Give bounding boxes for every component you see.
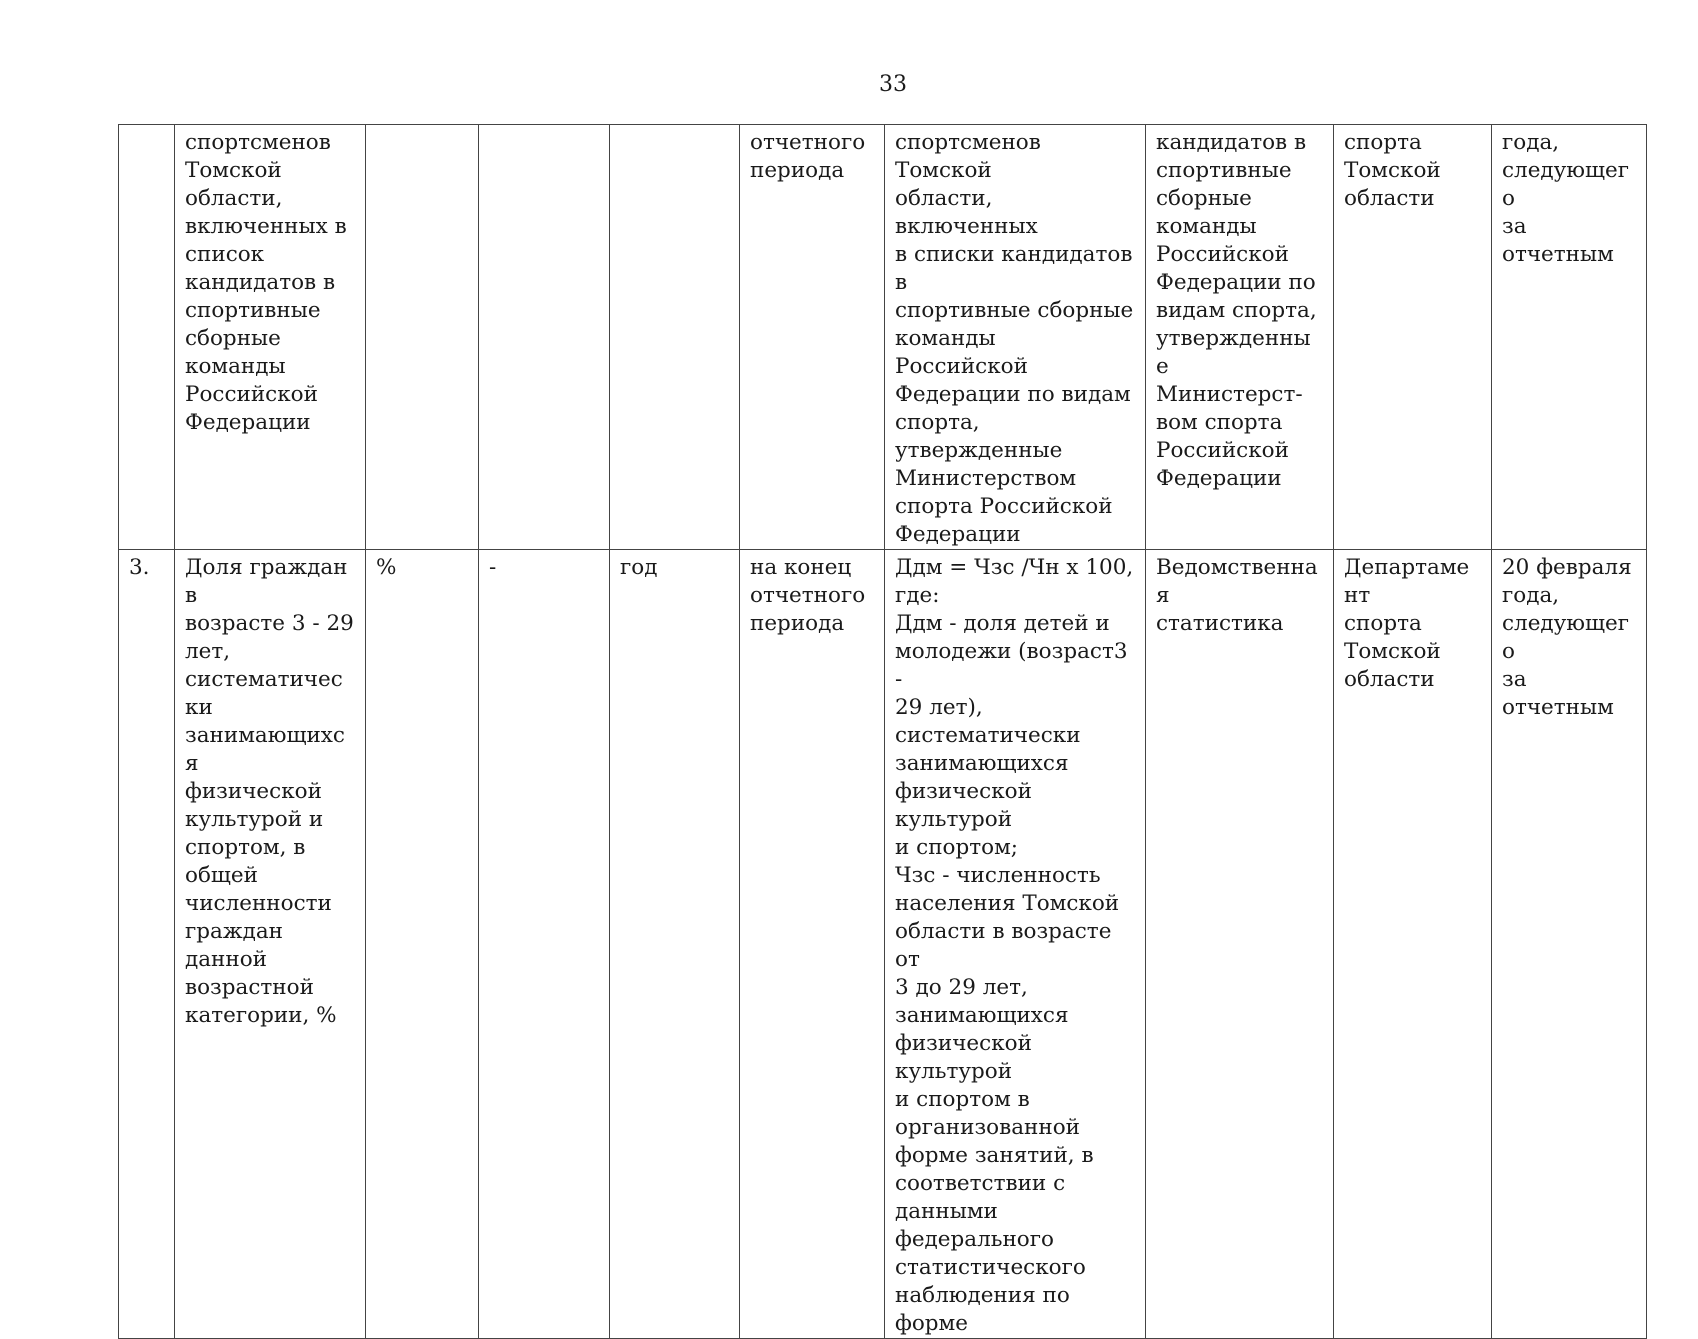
cell-data-source: кандидатов в спортивные сборные команды Российской Федерации по видам спорта, утвержденные Министерст- вом спорта Российской Федерации: [1146, 125, 1334, 550]
table-row: [119, 125, 1647, 550]
cell-timing: на конец отчетного периода: [740, 550, 885, 1339]
cell-indicator-name: Доля граждан в возрасте 3 - 29 лет, систематически занимающихся физической культурой и спортом, в общей численности граждан данной возрастной категории, %: [175, 550, 366, 1339]
cell-timing: отчетного периода: [740, 125, 885, 550]
cell-indicator-name: спортсменов Томской области, включенных в список кандидатов в спортивные сборные команды Российской Федерации: [175, 125, 366, 550]
cell-unit: [366, 125, 479, 550]
cell-dash: -: [479, 550, 610, 1339]
cell-number: 3.: [119, 550, 175, 1339]
cell-deadline: года, следующего за отчетным: [1492, 125, 1647, 550]
cell-number: [119, 125, 175, 550]
cell-responsible: спорта Томской области: [1334, 125, 1492, 550]
cell-dash: [479, 125, 610, 550]
cell-formula: Ддм = Чзс /Чн х 100, где: Ддм - доля детей и молодежи (возраст3 - 29 лет), систематически занимающихся физической культурой и спортом; Чзс - численность населения Томской области в возрасте от 3 до 29 лет, занимающихся физической культурой и спортом в организованной форме занятий, в соответствии с данными федерального статистического наблюдения по форме: [885, 550, 1146, 1339]
indicators-table: [118, 124, 1647, 1339]
page-number: 33: [879, 72, 907, 97]
cell-periodicity: год: [610, 550, 740, 1339]
cell-periodicity: [610, 125, 740, 550]
cell-data-source: Ведомственная статистика: [1146, 550, 1334, 1339]
cell-responsible: Департамент спорта Томской области: [1334, 550, 1492, 1339]
table-row: [119, 550, 1647, 1339]
cell-unit: %: [366, 550, 479, 1339]
cell-formula: спортсменов Томской области, включенных в списки кандидатов в спортивные сборные команды Российской Федерации по видам спорта, утвержденные Министерством спорта Российской Федерации: [885, 125, 1146, 550]
cell-deadline: 20 февраля года, следующего за отчетным: [1492, 550, 1647, 1339]
